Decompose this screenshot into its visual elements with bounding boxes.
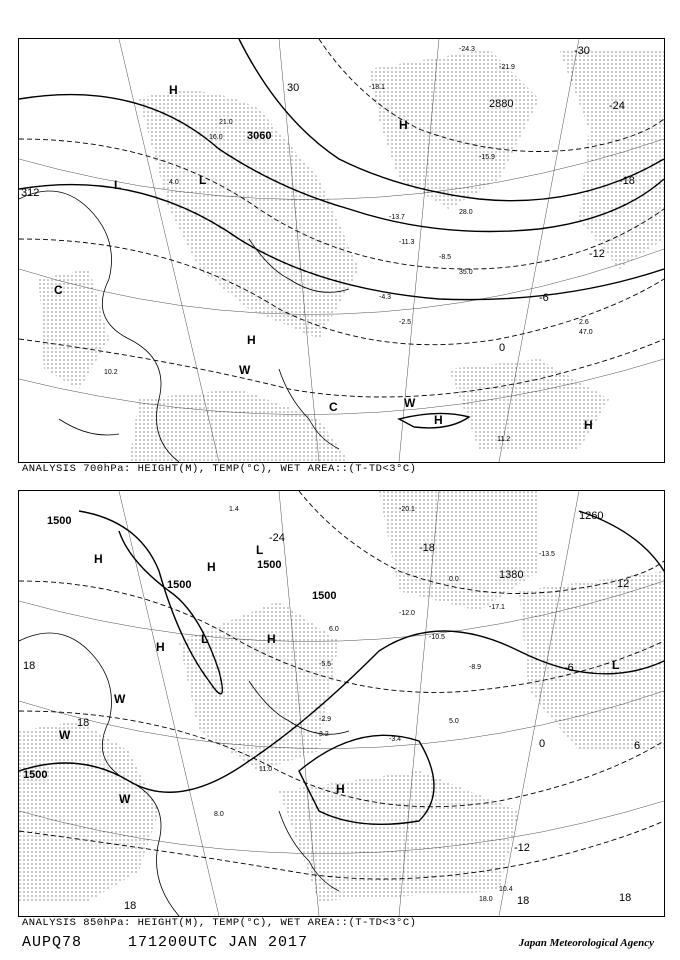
station-value: -12.0 — [399, 610, 415, 617]
station-value: 5.0 — [449, 718, 459, 725]
station-value: -24.3 — [459, 46, 475, 53]
height-label: 1500 — [47, 515, 72, 527]
station-value: -10.5 — [429, 634, 445, 641]
cold-marker: C — [54, 283, 63, 297]
temp-label: -24 — [609, 100, 625, 112]
high-pressure-marker: H — [267, 632, 276, 646]
map-850hpa-canvas — [19, 491, 664, 916]
low-pressure-marker: L — [201, 632, 209, 646]
station-value: -11.3 — [399, 239, 415, 246]
station-value: -8.5 — [439, 254, 452, 261]
station-value: -3.4 — [389, 736, 402, 743]
low-pressure-marker: L — [199, 173, 207, 187]
station-value: -8.9 — [469, 664, 482, 671]
high-pressure-marker: H — [399, 118, 408, 132]
high-pressure-marker: H — [94, 552, 103, 566]
station-value: -18.1 — [369, 84, 385, 91]
height-label: 30 — [287, 82, 300, 94]
height-label: 1500 — [167, 579, 192, 591]
high-pressure-marker: H — [434, 413, 443, 427]
height-label: 3060 — [247, 130, 272, 142]
height-label: 1500 — [257, 559, 282, 571]
temp-label: -6 — [564, 662, 574, 674]
warm-marker: W — [239, 363, 251, 377]
temperature-contours — [19, 39, 664, 397]
warm-marker: W — [404, 396, 416, 410]
temp-label: 0 — [499, 342, 506, 354]
temp-label: 18 — [619, 892, 632, 904]
station-value: -5.5 — [319, 661, 332, 668]
agency-name: Japan Meteorological Agency — [518, 937, 654, 949]
warm-marker: W — [114, 692, 126, 706]
product-code: AUPQ78 — [22, 934, 83, 951]
station-value: 11.0 — [259, 766, 273, 773]
station-value: -4.3 — [379, 294, 392, 301]
station-value: 47.0 — [579, 329, 593, 336]
cold-marker: C — [329, 400, 338, 414]
station-value: 11.2 — [497, 436, 511, 443]
station-value: 16.0 — [209, 134, 223, 141]
station-value: -17.1 — [489, 604, 505, 611]
station-value: 1.4 — [229, 506, 239, 513]
station-value: 28.0 — [459, 209, 473, 216]
caption-700hpa: ANALYSIS 700hPa: HEIGHT(M), TEMP(°C), WET AREA::(T-TD<3°C) — [22, 463, 417, 475]
map-850hpa — [18, 490, 665, 917]
caption-850hpa: ANALYSIS 850hPa: HEIGHT(M), TEMP(°C), WET AREA::(T-TD<3°C) — [22, 917, 417, 929]
high-pressure-marker: H — [169, 83, 178, 97]
station-value: 6.0 — [329, 626, 339, 633]
low-pressure-marker: L — [612, 658, 620, 672]
station-value: -13.5 — [539, 551, 555, 558]
high-pressure-marker: H — [247, 333, 256, 347]
temp-label: -12 — [589, 248, 605, 260]
station-value: -2.5 — [399, 319, 412, 326]
station-value: -15.9 — [479, 154, 495, 161]
height-label: 2880 — [489, 98, 514, 110]
height-label: 1380 — [499, 569, 524, 581]
low-pressure-marker: L — [114, 178, 122, 192]
analysis-timestamp: 171200UTC JAN 2017 — [128, 934, 309, 951]
station-value: 0.0 — [449, 576, 459, 583]
map-700hpa-canvas — [19, 39, 664, 462]
warm-marker: W — [59, 728, 71, 742]
height-label: 1260 — [579, 510, 604, 522]
high-pressure-marker: H — [207, 560, 216, 574]
temp-label: 6 — [634, 740, 641, 752]
station-value: 3.2 — [319, 731, 329, 738]
station-value: 10.4 — [499, 886, 513, 893]
station-value: 10.2 — [104, 369, 118, 376]
temp-label: 18 — [23, 660, 36, 672]
station-value: 4.0 — [169, 179, 179, 186]
station-value: -21.9 — [499, 64, 515, 71]
high-pressure-marker: H — [156, 640, 165, 654]
height-label: 312 — [21, 187, 40, 199]
height-label: 1500 — [312, 590, 337, 602]
temp-label: 12 — [617, 578, 630, 590]
station-value: 2.6 — [579, 319, 589, 326]
station-value: -20.1 — [399, 506, 415, 513]
temp-label: -12 — [514, 842, 530, 854]
height-label: 1500 — [23, 769, 48, 781]
warm-marker: W — [119, 792, 131, 806]
low-pressure-marker: L — [256, 543, 264, 557]
station-value: 8.0 — [214, 811, 224, 818]
temp-label: -24 — [269, 532, 285, 544]
temp-label: -18 — [619, 175, 635, 187]
station-value: -2.9 — [319, 716, 332, 723]
temp-label: -18 — [419, 542, 435, 554]
high-pressure-marker: H — [336, 782, 345, 796]
station-value: 21.0 — [219, 119, 233, 126]
temp-label: -6 — [539, 292, 549, 304]
temp-label: -30 — [574, 45, 590, 57]
wet-area — [39, 49, 664, 462]
temp-label: 18 — [124, 900, 137, 912]
station-value: -13.7 — [389, 214, 405, 221]
station-value: 35.0 — [459, 269, 473, 276]
temp-label: 0 — [539, 738, 546, 750]
station-value: 18.0 — [479, 896, 493, 903]
temp-label: 18 — [517, 895, 530, 907]
temp-label: 18 — [77, 717, 90, 729]
high-pressure-marker: H — [584, 418, 593, 432]
map-700hpa — [18, 38, 665, 463]
